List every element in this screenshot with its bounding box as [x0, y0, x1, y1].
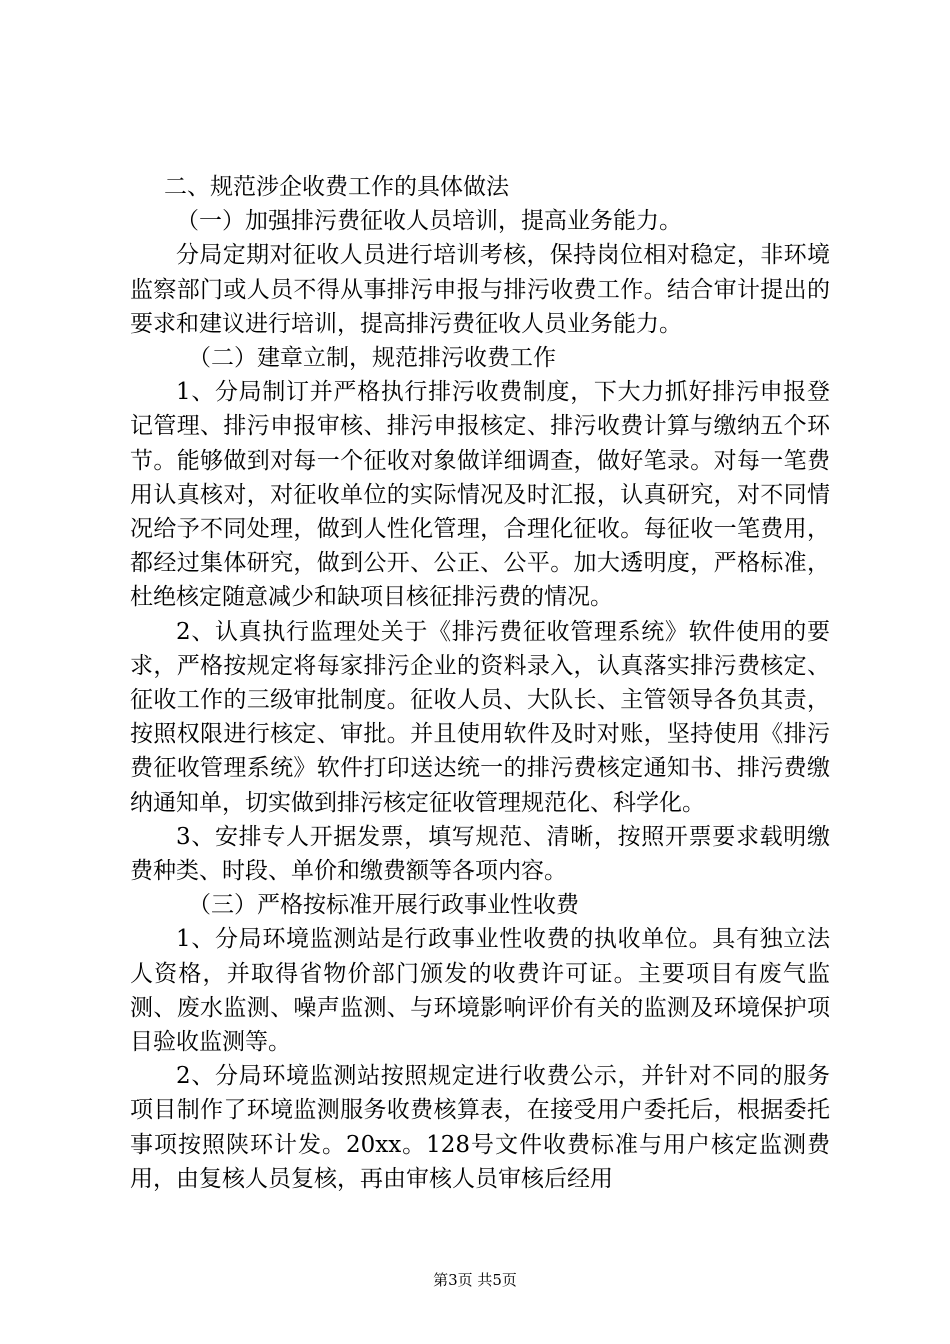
document-body: [130, 170, 830, 1196]
section-3-paragraph-1: 1、分局环境监测站是行政事业性收费的执收单位。具有独立法人资格，并取得省物价部门颁发的收费许可证。主要项目有废气监测、废水监测、噪声监测、与环境影响评价有关的监测及环境保护项目验收监测等。: [130, 926, 830, 1056]
section-2-paragraph-2: 2、认真执行监理处关于《排污费征收管理系统》软件使用的要求，严格按规定将每家排污企业的资料录入，认真落实排污费核定、征收工作的三级审批制度。征收人员、大队长、主管领导各负其责，按照权限进行核定、审批。并且使用软件及时对账，坚持使用《排污费征收管理系统》软件打印送达统一的排污费核定通知书、排污费缴纳通知单，切实做到排污核定征收管理规范化、科学化。: [130, 618, 830, 816]
page-number-footer: 第3页 共5页: [433, 1271, 517, 1289]
main-heading: 二、规范涉企收费工作的具体做法: [164, 174, 509, 200]
section-1-paragraph-1: 分局定期对征收人员进行培训考核，保持岗位相对稳定，非环境监察部门或人员不得从事排污申报与排污收费工作。结合审计提出的要求和建议进行培训，提高排污费征收人员业务能力。: [130, 242, 830, 337]
section-2-title: （二）建章立制，规范排污收费工作: [188, 345, 556, 372]
section-2-paragraph-1: 1、分局制订并严格执行排污收费制度，下大力抓好排污申报登记管理、排污申报审核、排污申报核定、排污收费计算与缴纳五个环节。能够做到对每一个征收对象做详细调查，做好笔录。对每一笔费用认真核对，对征收单位的实际情况及时汇报，认真研究，对不同情况给予不同处理，做到人性化管理，合理化征收。每征收一笔费用，都经过集体研究，做到公开、公正、公平。加大透明度，严格标准，杜绝核定随意减少和缺项目核征排污费的情况。: [130, 379, 830, 611]
section-3-title: （三）严格按标准开展行政事业性收费: [188, 892, 579, 919]
section-2-paragraph-3: 3、安排专人开据发票，填写规范、清晰，按照开票要求载明缴费种类、时段、单价和缴费额等各项内容。: [130, 823, 830, 885]
section-1-title: （一）加强排污费征收人员培训，提高业务能力。: [176, 208, 682, 235]
section-3-paragraph-2: 2、分局环境监测站按照规定进行收费公示，并针对不同的服务项目制作了环境监测服务收费核算表，在接受用户委托后，根据委托事项按照陕环计发。20xx。128号文件收费标准与用户核定监测费用，由复核人员复核，再由审核人员审核后经用: [130, 1063, 830, 1192]
